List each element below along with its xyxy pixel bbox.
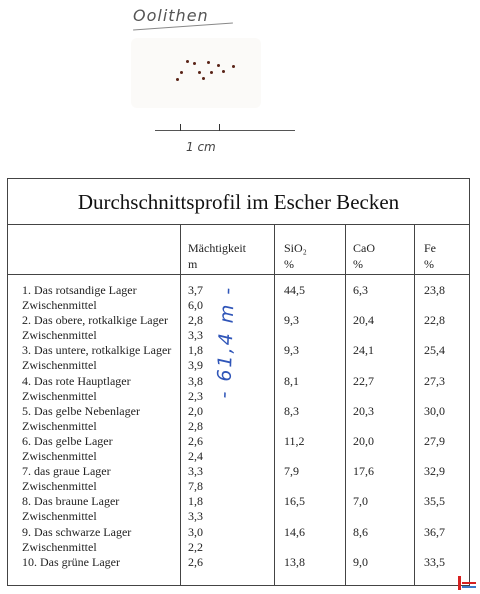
table-row xyxy=(8,343,469,358)
oolith-dot xyxy=(210,71,213,74)
sample-label: Oolithen xyxy=(133,6,209,25)
scale-tick-right xyxy=(219,124,220,131)
layer-name: Zwischenmittel xyxy=(22,328,97,343)
fe-value: 22,8 xyxy=(424,313,445,328)
sio2-value: 16,5 xyxy=(284,494,305,509)
table-row xyxy=(8,328,469,343)
oolith-dot xyxy=(176,78,179,81)
table-row xyxy=(8,555,469,570)
table-row xyxy=(8,434,469,449)
layer-name: 9. Das schwarze Lager xyxy=(22,524,132,539)
thickness-value: 2,3 xyxy=(188,388,203,403)
layer-name: Zwischenmittel xyxy=(22,298,97,313)
table-row xyxy=(8,464,469,479)
sio2-value: 8,3 xyxy=(284,403,299,418)
cao-value: 22,7 xyxy=(353,373,374,388)
header-sio2-unit: % xyxy=(284,257,294,271)
cao-value: 24,1 xyxy=(353,343,374,358)
fe-value: 32,9 xyxy=(424,464,445,479)
layer-name: Zwischenmittel xyxy=(22,539,97,554)
thickness-value: 2,2 xyxy=(188,539,203,554)
cao-value: 17,6 xyxy=(353,464,374,479)
table-row xyxy=(8,494,469,509)
thickness-value: 2,8 xyxy=(188,418,203,433)
sio2-value: 9,3 xyxy=(284,313,299,328)
cao-value: 20,4 xyxy=(353,313,374,328)
thickness-value: 7,8 xyxy=(188,479,203,494)
header-thickness-unit: m xyxy=(188,257,198,271)
layer-name: Zwischenmittel xyxy=(22,388,97,403)
publisher-logo-icon xyxy=(458,576,476,590)
layer-name: 2. Das obere, rotkalkige Lager xyxy=(22,313,168,328)
thickness-value: 3,7 xyxy=(188,283,203,297)
layer-name: 1. Das rotsandige Lager xyxy=(22,283,137,297)
scale-bar xyxy=(155,130,295,131)
table-row xyxy=(8,404,469,419)
layer-name: 10. Das grüne Lager xyxy=(22,554,120,569)
table-row xyxy=(8,479,469,494)
oolith-sample-swatch xyxy=(131,38,261,108)
thickness-value: 6,0 xyxy=(188,298,203,313)
cao-value: 20,3 xyxy=(353,403,374,418)
table-row xyxy=(8,313,469,328)
oolith-dot xyxy=(202,77,205,80)
thickness-value: 1,8 xyxy=(188,343,203,358)
thickness-value: 1,8 xyxy=(188,494,203,509)
header-cao: CaO xyxy=(353,241,375,255)
header-fe: Fe xyxy=(424,241,436,255)
sio2-value: 7,9 xyxy=(284,464,299,479)
thickness-value: 2,6 xyxy=(188,433,203,448)
layer-name: Zwischenmittel xyxy=(22,358,97,373)
fe-value: 30,0 xyxy=(424,403,445,418)
table-row xyxy=(8,374,469,389)
layer-name: Zwischenmittel xyxy=(22,509,97,524)
layer-name: Zwischenmittel xyxy=(22,418,97,433)
cao-value: 6,3 xyxy=(353,283,368,297)
layer-name: 6. Das gelbe Lager xyxy=(22,433,113,448)
thickness-value: 2,8 xyxy=(188,313,203,328)
oolith-dot xyxy=(222,70,225,73)
layer-name: 8. Das braune Lager xyxy=(22,494,120,509)
fe-value: 35,5 xyxy=(424,494,445,509)
oolith-dot xyxy=(217,64,220,67)
table-row xyxy=(8,449,469,464)
table-row xyxy=(8,419,469,434)
fe-value: 36,7 xyxy=(424,524,445,539)
thickness-value: 3,3 xyxy=(188,509,203,524)
profile-table xyxy=(7,178,470,586)
layer-name: 3. Das untere, rotkalkige Lager xyxy=(22,343,172,358)
oolith-dot xyxy=(232,65,235,68)
fe-value: 27,9 xyxy=(424,433,445,448)
oolith-dot xyxy=(186,60,189,63)
thickness-value: 3,9 xyxy=(188,358,203,373)
fe-value: 25,4 xyxy=(424,343,445,358)
header-thickness: Mächtigkeit xyxy=(188,241,246,255)
table-row xyxy=(8,509,469,524)
fe-value: 33,5 xyxy=(424,554,445,569)
thickness-value: 3,8 xyxy=(188,373,203,388)
sio2-value: 9,3 xyxy=(284,343,299,358)
layer-name: 7. das graue Lager xyxy=(22,464,111,479)
layer-name: Zwischenmittel xyxy=(22,449,97,464)
table-title: Durchschnittsprofil im Escher Becken xyxy=(8,179,469,225)
header-cao-unit: % xyxy=(353,257,363,271)
cao-value: 7,0 xyxy=(353,494,368,509)
cao-value: 8,6 xyxy=(353,524,368,539)
thickness-value: 2,6 xyxy=(188,554,203,569)
header-sio2: SiO₂ xyxy=(284,241,307,255)
thickness-value: 2,4 xyxy=(188,449,203,464)
layer-name: 4. Das rote Hauptlager xyxy=(22,373,131,388)
oolith-dot xyxy=(198,71,201,74)
oolith-dot xyxy=(180,71,183,74)
thickness-value: 3,3 xyxy=(188,464,203,479)
thickness-value: 2,0 xyxy=(188,403,203,418)
header-divider xyxy=(8,274,469,275)
sio2-value: 8,1 xyxy=(284,373,299,388)
oolith-dot xyxy=(193,62,196,65)
sio2-value: 44,5 xyxy=(284,283,305,297)
table-row xyxy=(8,358,469,373)
oolith-dot xyxy=(207,61,210,64)
cao-value: 9,0 xyxy=(353,554,368,569)
fe-value: 27,3 xyxy=(424,373,445,388)
sio2-value: 13,8 xyxy=(284,554,305,569)
layer-name: Zwischenmittel xyxy=(22,479,97,494)
table-body xyxy=(8,283,469,570)
header-fe-unit: % xyxy=(424,257,434,271)
table-row xyxy=(8,540,469,555)
handwritten-total-note: - 61,4 m - xyxy=(213,285,239,399)
fe-value: 23,8 xyxy=(424,283,445,297)
thickness-value: 3,3 xyxy=(188,328,203,343)
sio2-value: 14,6 xyxy=(284,524,305,539)
table-row xyxy=(8,298,469,313)
layer-name: 5. Das gelbe Nebenlager xyxy=(22,403,140,418)
thickness-value: 3,0 xyxy=(188,524,203,539)
table-row xyxy=(8,525,469,540)
table-row xyxy=(8,389,469,404)
scale-tick-left xyxy=(180,124,181,131)
scale-label: 1 cm xyxy=(186,140,216,154)
cao-value: 20,0 xyxy=(353,433,374,448)
sio2-value: 11,2 xyxy=(284,433,305,448)
sample-photo-area xyxy=(0,0,480,175)
